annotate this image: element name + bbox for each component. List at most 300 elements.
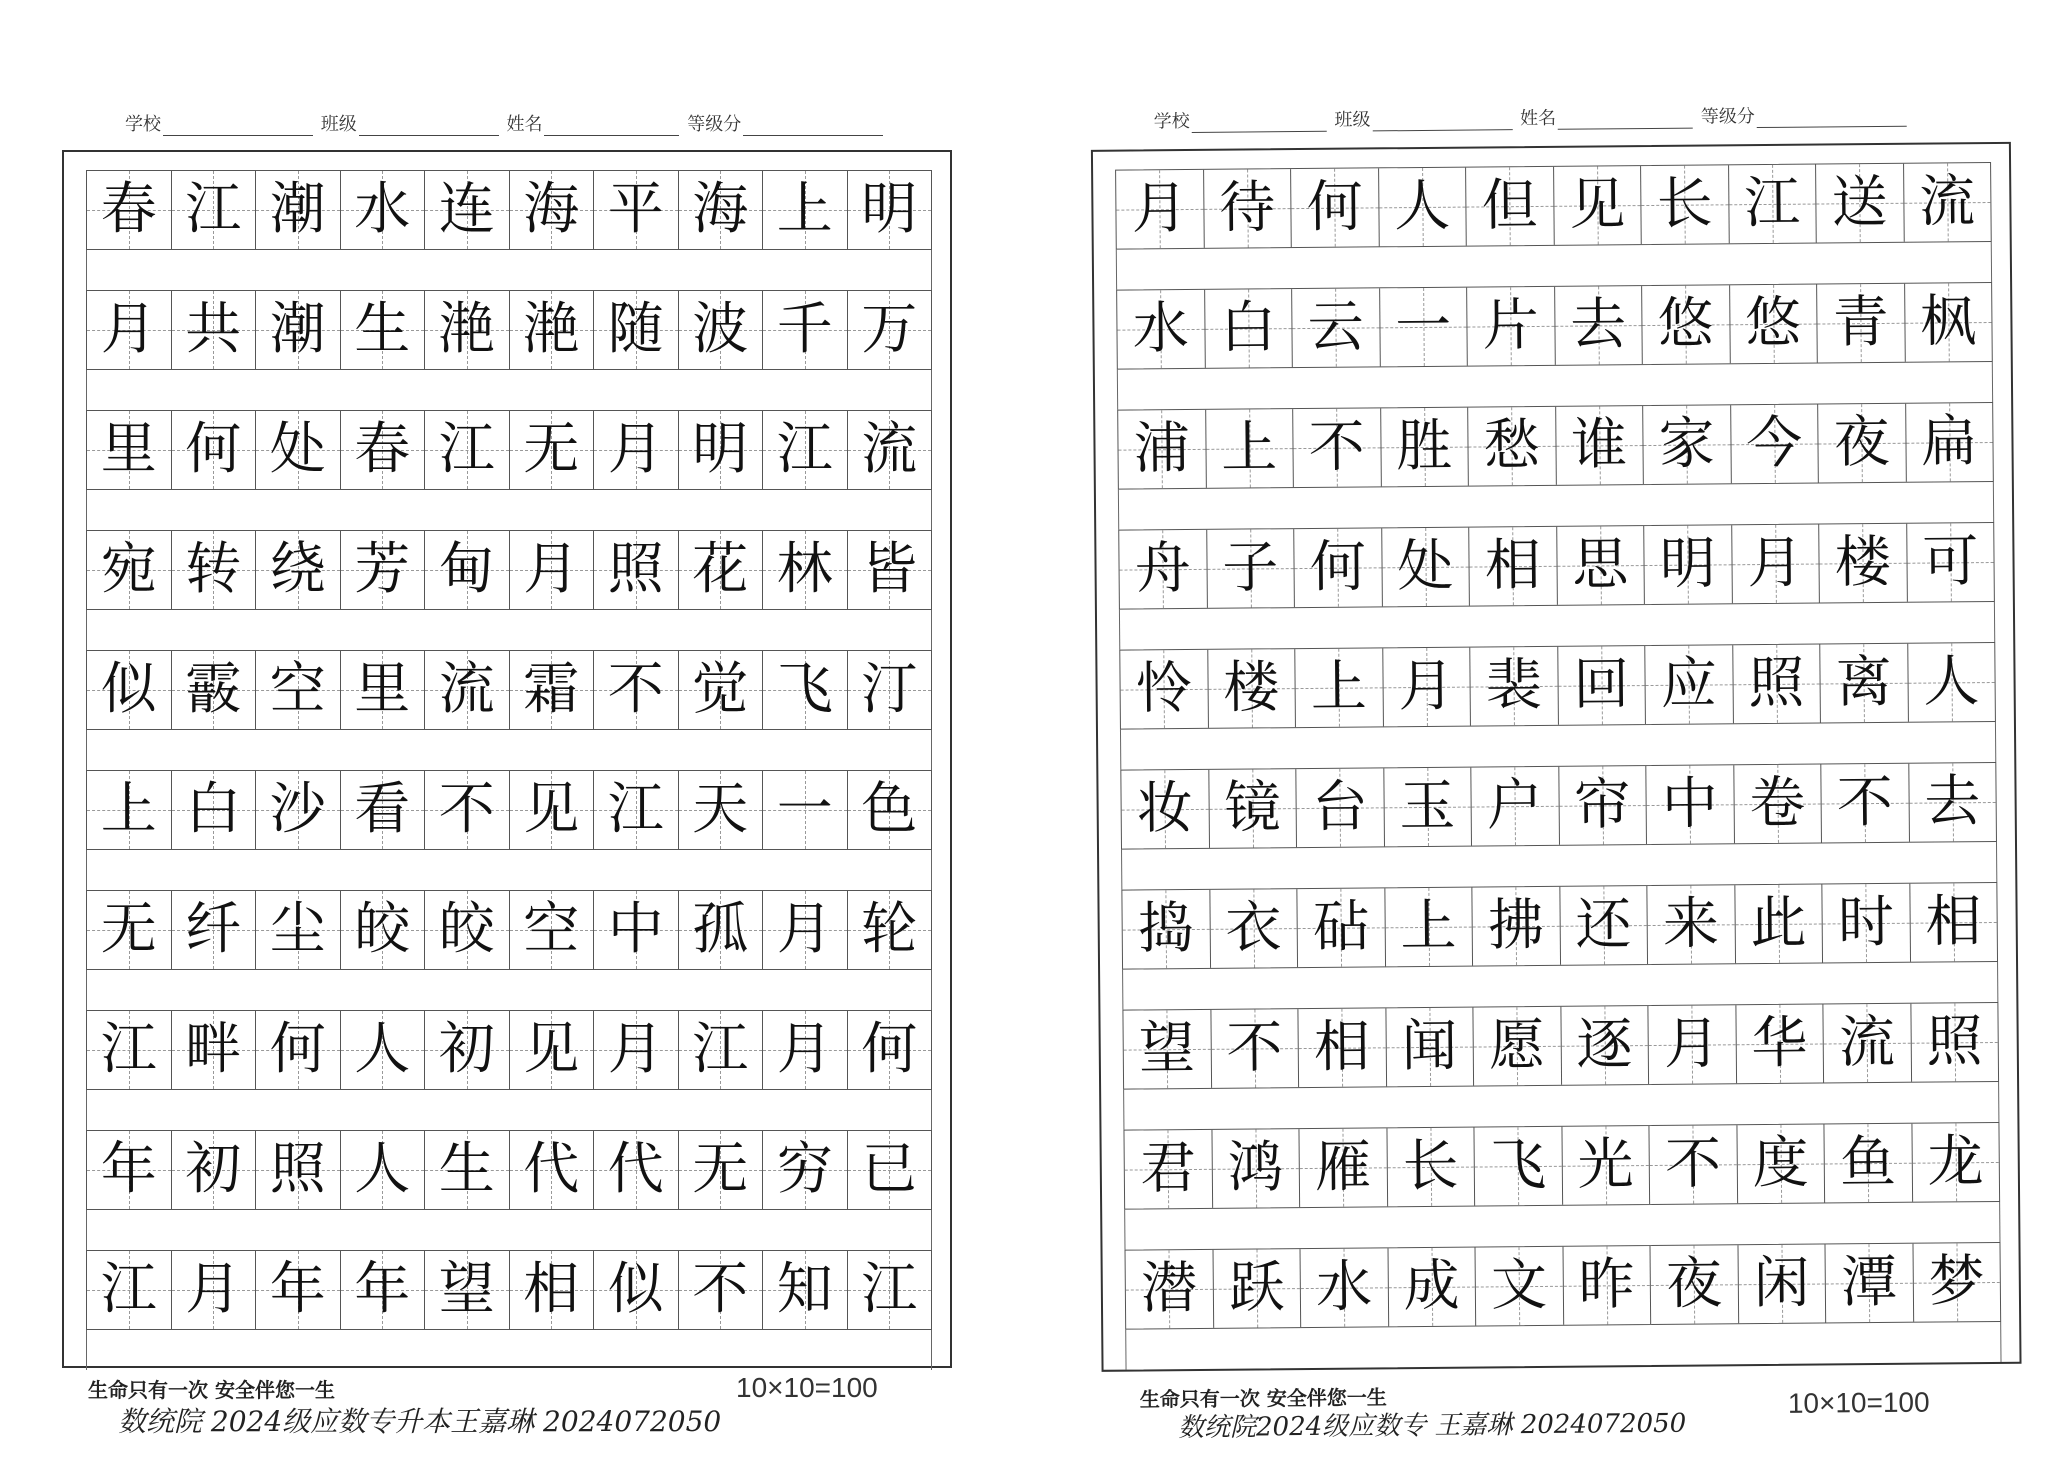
character: 相 [1484, 532, 1542, 599]
character: 滟 [438, 297, 495, 362]
character: 人 [354, 1017, 411, 1082]
grid-cell [1207, 529, 1295, 608]
character: 轮 [861, 897, 918, 962]
grid-cell [1645, 645, 1733, 724]
cell-strip [86, 890, 932, 970]
grid-cell [1472, 887, 1560, 966]
grid-cell [510, 651, 595, 729]
character: 霜 [523, 657, 580, 722]
character: 上 [1220, 415, 1278, 481]
grid-cell [1554, 166, 1642, 245]
character: 月 [607, 417, 664, 482]
class-field: 班级 [321, 110, 501, 136]
character: 流 [861, 417, 918, 482]
grid-row [1121, 882, 1998, 1010]
character: 胜 [1395, 413, 1453, 480]
grid-cell [172, 411, 257, 489]
character: 何 [185, 417, 242, 482]
cell-strip [1115, 162, 1992, 250]
grid-cell [172, 1131, 257, 1209]
row-gap [86, 730, 932, 770]
grid-cell [763, 531, 848, 609]
character: 楼 [1223, 655, 1280, 721]
grid-cell [1380, 288, 1468, 367]
grid-cell [1298, 1008, 1386, 1087]
grid-cell [679, 771, 764, 849]
character: 江 [185, 177, 242, 242]
character: 妆 [1136, 775, 1194, 842]
grid-cell [341, 291, 426, 369]
grid-cell [87, 1131, 172, 1209]
character: 月 [185, 1257, 242, 1322]
grid-cell [1297, 888, 1385, 967]
character: 千 [776, 297, 833, 362]
character: 帘 [1574, 772, 1631, 838]
character: 衣 [1225, 895, 1282, 961]
grid-cell [172, 171, 257, 249]
grid-cell [510, 1251, 595, 1329]
character: 此 [1750, 890, 1807, 957]
grid-cell [1301, 1248, 1389, 1327]
grid-cell [425, 291, 510, 369]
character: 天 [692, 777, 749, 842]
cell-strip [1121, 882, 1998, 970]
grid-cell [1205, 289, 1293, 368]
grid-cell [848, 651, 932, 729]
character: 空 [269, 657, 326, 722]
character: 水 [1315, 1254, 1373, 1320]
grid-cell [1124, 1130, 1212, 1209]
grid-cell [1820, 644, 1908, 723]
grid-cell [1474, 1127, 1562, 1206]
character: 子 [1222, 535, 1279, 601]
character: 生 [354, 297, 411, 362]
grid-cell [510, 531, 595, 609]
character: 霰 [185, 657, 242, 722]
grid-cell [594, 411, 679, 489]
cell-strip [86, 1010, 932, 1090]
character: 但 [1481, 172, 1538, 239]
character: 镜 [1224, 775, 1281, 841]
character: 人 [354, 1137, 411, 1202]
character: 不 [1308, 414, 1366, 480]
character: 春 [100, 177, 157, 242]
grid-cell [1904, 163, 1991, 242]
name-field: 姓名 [506, 110, 681, 136]
row-gap [86, 1090, 932, 1130]
grid-cell [1469, 527, 1557, 606]
grid-cell [1386, 1008, 1474, 1087]
grid-cell [679, 891, 764, 969]
grid-cell [679, 651, 764, 729]
grid-cell [1646, 765, 1734, 844]
practice-frame [62, 150, 952, 1368]
character: 照 [1926, 1009, 1983, 1075]
grid-cell [763, 891, 848, 969]
character: 皆 [861, 537, 918, 602]
character: 鱼 [1839, 1129, 1897, 1196]
character: 望 [1138, 1015, 1196, 1082]
character: 何 [1306, 174, 1363, 240]
character: 不 [607, 657, 664, 722]
grid-cell [1556, 406, 1644, 485]
character: 可 [1922, 529, 1979, 595]
grid-cell [1291, 168, 1379, 247]
grid-cell [172, 651, 257, 729]
grid-cell [1729, 165, 1817, 244]
grid-cell [1648, 1005, 1736, 1084]
grid-cell [1126, 1250, 1214, 1329]
grid-row [1117, 402, 1994, 530]
grid-row [1116, 282, 1993, 410]
grid-row [86, 770, 932, 890]
grid-cell [1382, 528, 1470, 607]
grid-cell [510, 891, 595, 969]
grid-cell [763, 171, 848, 249]
character: 拂 [1487, 892, 1545, 959]
character: 潭 [1840, 1249, 1898, 1316]
grid-cell [1649, 1125, 1737, 1204]
grid-cell [1208, 649, 1296, 728]
character: 滟 [523, 297, 580, 362]
grid-cell [1816, 164, 1904, 243]
grid-cell [1212, 1129, 1300, 1208]
row-gap [86, 610, 932, 650]
grid-cell [1213, 1249, 1301, 1328]
character: 片 [1482, 292, 1539, 359]
character: 华 [1751, 1010, 1808, 1077]
character: 上 [100, 777, 157, 842]
character: 连 [438, 177, 495, 242]
grid-cell [1120, 650, 1208, 729]
grid-cell [1383, 648, 1471, 727]
grid-cell [425, 771, 510, 849]
grid-cell [510, 291, 595, 369]
character: 人 [1393, 173, 1451, 240]
character: 月 [776, 897, 833, 962]
grid-cell [510, 1011, 595, 1089]
cell-strip [86, 530, 932, 610]
grid-cell [1647, 885, 1735, 964]
grid-cell [341, 891, 426, 969]
character: 无 [523, 417, 580, 482]
grid-cell [1911, 1003, 1998, 1082]
character: 似 [607, 1257, 664, 1322]
grid-cell [1732, 525, 1820, 604]
character: 纤 [185, 897, 242, 962]
character: 芳 [354, 537, 411, 602]
grid-cell [1559, 766, 1647, 845]
character: 雁 [1314, 1134, 1372, 1200]
character: 江 [692, 1017, 749, 1082]
handwritten-signature: 数统院2024级应数专 王嘉琳 2024072050 [1177, 1408, 1687, 1444]
grid-cell [763, 411, 848, 489]
grid-cell [1737, 1124, 1825, 1203]
character: 龙 [1927, 1129, 1984, 1195]
character: 觉 [692, 657, 749, 722]
grid-cell [341, 1131, 426, 1209]
character: 飞 [776, 657, 833, 722]
cell-strip [1122, 1002, 1999, 1090]
character: 月 [776, 1017, 833, 1082]
character: 中 [1661, 771, 1719, 837]
character: 思 [1572, 532, 1629, 598]
grid-cell [848, 1251, 932, 1329]
grid-cell [1558, 646, 1646, 725]
grid-cell [1557, 526, 1645, 605]
grid-cell [594, 651, 679, 729]
character: 夜 [1665, 1251, 1723, 1317]
character: 水 [1132, 296, 1190, 362]
cell-strip [1119, 642, 1996, 730]
row-gap [86, 490, 932, 530]
grid-cell [1204, 169, 1292, 248]
character: 时 [1837, 889, 1895, 956]
name-field: 姓名 [1520, 103, 1695, 131]
grid-cell [1907, 523, 1994, 602]
character: 穷 [776, 1137, 833, 1202]
character: 一 [776, 777, 833, 842]
cell-strip [86, 770, 932, 850]
character: 裴 [1485, 652, 1543, 719]
character: 浦 [1133, 416, 1191, 482]
grid-cell [1910, 883, 1997, 962]
grid-cell [1913, 1243, 2000, 1322]
character: 相 [1925, 889, 1982, 955]
grid-cell [1387, 1128, 1475, 1207]
character: 尘 [269, 897, 326, 962]
character: 江 [438, 417, 495, 482]
character: 流 [1918, 169, 1976, 235]
school-field: 学校 [125, 110, 315, 136]
cell-strip [1120, 762, 1997, 850]
grid-cell [848, 771, 932, 849]
grid-row [1125, 1242, 2002, 1370]
grid-cell [763, 1011, 848, 1089]
character: 照 [269, 1137, 326, 1202]
grid-cell [425, 171, 510, 249]
grid-cell [594, 291, 679, 369]
cell-strip [86, 650, 932, 730]
grid-cell [510, 771, 595, 849]
grid-cell [763, 1131, 848, 1209]
character: 闲 [1753, 1250, 1810, 1317]
character: 家 [1658, 411, 1716, 477]
grid-cell [510, 411, 595, 489]
character: 来 [1662, 891, 1720, 957]
grid-cell [172, 531, 257, 609]
character: 绕 [269, 537, 326, 602]
character: 年 [354, 1257, 411, 1322]
grid-cell [1730, 285, 1818, 364]
grid-cell [425, 411, 510, 489]
grid-cell [1293, 408, 1381, 487]
grid-row [86, 170, 932, 290]
character: 何 [269, 1017, 326, 1082]
character: 君 [1139, 1135, 1197, 1202]
character: 宛 [100, 537, 157, 602]
grid-cell [1817, 284, 1905, 363]
grid-cell [1294, 528, 1382, 607]
grid-cell [763, 291, 848, 369]
grid-cell [1733, 645, 1821, 724]
character: 孤 [692, 897, 749, 962]
grid-cell [1731, 405, 1819, 484]
grid-cell [848, 531, 932, 609]
class-field: 班级 [1334, 104, 1514, 132]
grid-cell [1379, 168, 1467, 247]
grade-field: 等级分 [687, 110, 885, 136]
grid-cell [594, 531, 679, 609]
cell-strip [1116, 282, 1993, 370]
row-gap [86, 1330, 932, 1370]
character: 待 [1218, 175, 1276, 241]
row-gap [86, 1210, 932, 1250]
grid-cell [1555, 286, 1643, 365]
character: 上 [1310, 654, 1368, 720]
character: 去 [1569, 292, 1627, 358]
character: 中 [607, 897, 664, 962]
grid-cell [87, 291, 172, 369]
grid-cell [1122, 890, 1210, 969]
grid-cell [1385, 888, 1473, 967]
grid-cell [594, 1011, 679, 1089]
grid-cell [1818, 404, 1906, 483]
grid-cell [848, 411, 932, 489]
safety-slogan: 生命只有一次 安全伴您一生 [88, 1378, 335, 1402]
grid-cell [1821, 764, 1909, 843]
grid-cell [341, 1251, 426, 1329]
character: 人 [1923, 649, 1980, 715]
grid-cell [1473, 1007, 1561, 1086]
character: 梦 [1928, 1249, 1985, 1315]
character: 度 [1752, 1130, 1809, 1197]
character: 见 [523, 777, 580, 842]
character: 应 [1660, 651, 1718, 717]
grid-cell [848, 1131, 932, 1209]
grid-cell [256, 291, 341, 369]
character: 望 [438, 1257, 495, 1322]
character: 月 [523, 537, 580, 602]
grid-cell [425, 1131, 510, 1209]
character: 扁 [1920, 409, 1978, 475]
grid-cell [848, 171, 932, 249]
grid-cell [87, 1011, 172, 1089]
grade-field: 等级分 [1701, 101, 1909, 129]
character: 愁 [1483, 412, 1541, 479]
grid-cell [256, 1251, 341, 1329]
grid-cell [425, 1251, 510, 1329]
row-gap [86, 370, 932, 410]
grid-cell [679, 531, 764, 609]
grid-cell [1292, 288, 1380, 367]
character: 不 [1836, 769, 1894, 836]
grid-cell [87, 531, 172, 609]
grid-cell [341, 531, 426, 609]
grid-cell [594, 1131, 679, 1209]
character: 云 [1307, 294, 1364, 360]
character: 江 [861, 1257, 918, 1322]
character: 皎 [438, 897, 495, 962]
character: 回 [1573, 652, 1630, 718]
grid-cell [87, 411, 172, 489]
grid-cell [1211, 1009, 1299, 1088]
grid-cell [679, 291, 764, 369]
character: 照 [607, 537, 664, 602]
character: 处 [269, 417, 326, 482]
character: 砧 [1312, 894, 1370, 960]
grid-cell [1906, 403, 1993, 482]
grid-row [1115, 162, 1992, 290]
header-fields [1154, 101, 1909, 134]
character: 江 [100, 1017, 157, 1082]
character-grid [1115, 162, 2001, 1352]
cell-strip [86, 1130, 932, 1210]
character: 玉 [1399, 773, 1456, 840]
character: 白 [1219, 295, 1277, 361]
character: 处 [1397, 533, 1454, 600]
grid-cell [1912, 1123, 1999, 1202]
grid-cell [256, 411, 341, 489]
grid-cell [256, 1011, 341, 1089]
character: 月 [1747, 530, 1804, 597]
grid-cell [848, 891, 932, 969]
grid-cell [679, 411, 764, 489]
grid-cell [172, 1011, 257, 1089]
character: 知 [776, 1257, 833, 1322]
worksheet-right [1018, 0, 2048, 1467]
character: 潮 [269, 177, 326, 242]
character: 年 [269, 1257, 326, 1322]
character: 波 [692, 297, 749, 362]
character: 还 [1575, 892, 1632, 958]
grid-cell [1299, 1128, 1387, 1207]
character: 流 [438, 657, 495, 722]
grid-row [1119, 642, 1996, 770]
character: 海 [692, 177, 749, 242]
character: 林 [776, 537, 833, 602]
grid-cell [1823, 1004, 1911, 1083]
character: 平 [607, 177, 664, 242]
grid-row [1123, 1122, 2000, 1250]
character: 台 [1311, 774, 1369, 840]
grid-cell [848, 291, 932, 369]
character: 转 [185, 537, 242, 602]
character: 离 [1835, 649, 1893, 716]
grid-cell [1822, 884, 1910, 963]
character: 里 [354, 657, 411, 722]
grid-cell [1642, 285, 1730, 364]
handwritten-signature: 数统院 2024级应数专升本王嘉琳 2024072050 [118, 1405, 722, 1438]
grid-cell [172, 291, 257, 369]
grid-cell [1119, 530, 1207, 609]
grid-row [86, 1250, 932, 1370]
grid-cell [1644, 525, 1732, 604]
character: 随 [607, 297, 664, 362]
character: 共 [185, 297, 242, 362]
grid-cell [341, 411, 426, 489]
character: 年 [100, 1137, 157, 1202]
character: 汀 [861, 657, 918, 722]
grid-cell [594, 891, 679, 969]
character: 楼 [1834, 529, 1892, 596]
grid-cell [341, 771, 426, 849]
grid-cell [1643, 405, 1731, 484]
character: 舟 [1134, 536, 1192, 602]
grid-cell [1295, 648, 1383, 727]
grid-cell [1738, 1244, 1826, 1323]
grid-cell [679, 1251, 764, 1329]
